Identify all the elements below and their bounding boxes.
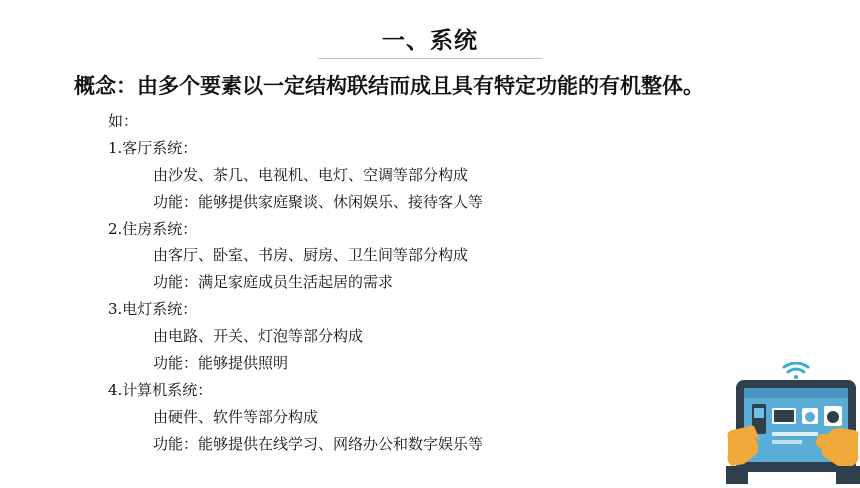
example-heading: 4.计算机系统：: [108, 380, 213, 399]
example-heading: 3.电灯系统：: [108, 300, 198, 319]
example-function: 功能：能够提供家庭聚谈、休闲娱乐、接待客人等: [153, 192, 484, 211]
concept-definition: 概念：由多个要素以一定结构联结而成且具有特定功能的有机整体。: [74, 74, 704, 98]
page-title: 一、系统: [382, 28, 478, 54]
example-composition: 由电路、开关、灯泡等部分构成: [153, 327, 364, 346]
tablet-smart-home-icon: [726, 362, 860, 484]
title-divider: [318, 58, 542, 59]
examples-list: [108, 108, 483, 458]
example-composition: 由沙发、茶几、电视机、电灯、空调等部分构成: [153, 165, 469, 184]
examples-intro: 如：: [108, 112, 139, 130]
example-function: 功能：满足家庭成员生活起居的需求: [153, 273, 394, 292]
example-heading: 1.客厅系统：: [108, 138, 198, 157]
example-composition: 由硬件、软件等部分构成: [153, 407, 319, 426]
example-composition: 由客厅、卧室、书房、厨房、卫生间等部分构成: [153, 246, 469, 265]
example-function: 功能：能够提供在线学习、网络办公和数字娱乐等: [153, 434, 484, 453]
wifi-icon: [784, 363, 808, 379]
example-function: 功能：能够提供照明: [153, 354, 289, 373]
example-heading: 2.住房系统：: [108, 219, 198, 238]
